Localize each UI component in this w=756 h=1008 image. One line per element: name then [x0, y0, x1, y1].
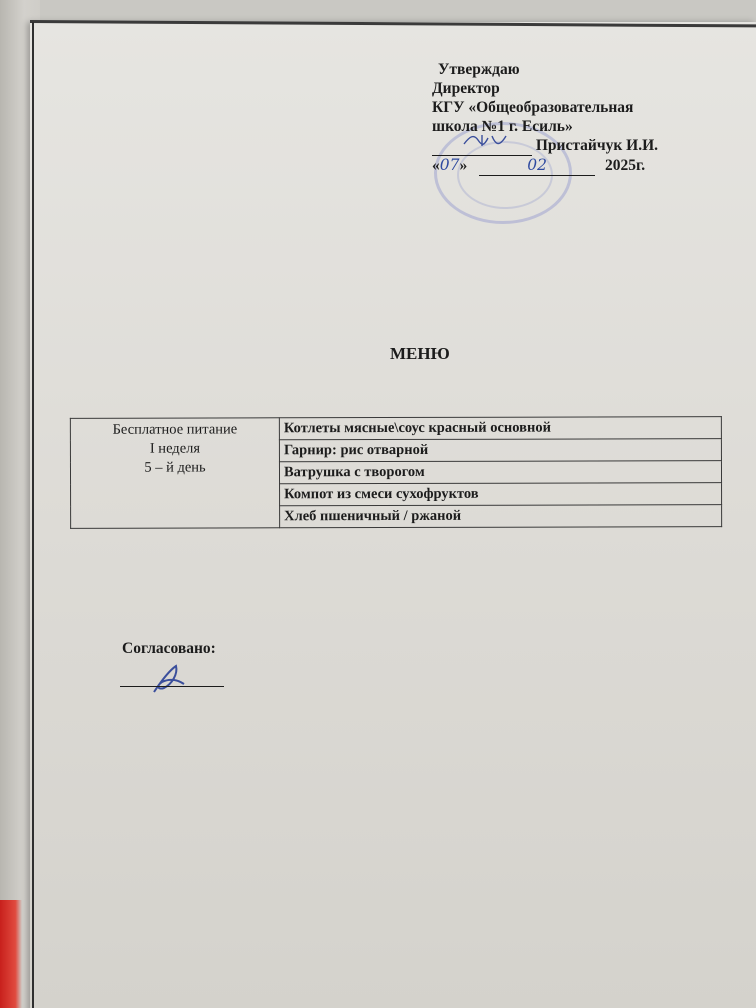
- approval-block: [432, 60, 658, 176]
- menu-item: Гарнир: рис отварной: [279, 439, 721, 462]
- menu-item: Котлеты мясные\соус красный основной: [279, 417, 721, 440]
- director-signature-icon: [462, 132, 510, 150]
- date-quote-close: »: [459, 157, 468, 174]
- agreed-signature-icon: [148, 662, 188, 698]
- approval-school: школа №1 г. Есиль»: [432, 118, 573, 135]
- date-month: 02: [527, 156, 547, 174]
- date-day: 07: [439, 156, 460, 174]
- menu-item: Ватрушка с творогом: [279, 461, 721, 484]
- table-row: [70, 417, 721, 441]
- sheet-left-edge: [32, 22, 34, 1008]
- date-year: 2025г.: [604, 157, 646, 174]
- agreed-label: Согласовано:: [122, 640, 216, 657]
- date-month-line: [479, 156, 595, 176]
- date-quote-open: «: [432, 157, 440, 174]
- background-red-object: [0, 900, 22, 1008]
- menu-item: Хлеб пшеничный / ржаной: [280, 505, 722, 528]
- approval-date-row: [432, 156, 658, 176]
- approval-position: Директор: [432, 80, 500, 97]
- menu-item: Компот из смеси сухофруктов: [280, 483, 722, 506]
- category-day: 5 – й день: [144, 459, 206, 476]
- approval-organization: КГУ «Общеобразовательная: [432, 99, 634, 116]
- director-signature-line: [432, 136, 532, 156]
- approval-approve: Утверждаю: [438, 61, 520, 78]
- category-label: Бесплатное питание: [112, 421, 238, 438]
- agreed-signature-line: [120, 686, 224, 687]
- category-week: I неделя: [149, 440, 201, 457]
- page-title: МЕНЮ: [390, 344, 450, 363]
- approval-signature-row: [432, 136, 658, 156]
- menu-table: [70, 416, 722, 529]
- director-name: Пристайчук И.И.: [535, 137, 659, 154]
- menu-category-cell: [70, 418, 279, 529]
